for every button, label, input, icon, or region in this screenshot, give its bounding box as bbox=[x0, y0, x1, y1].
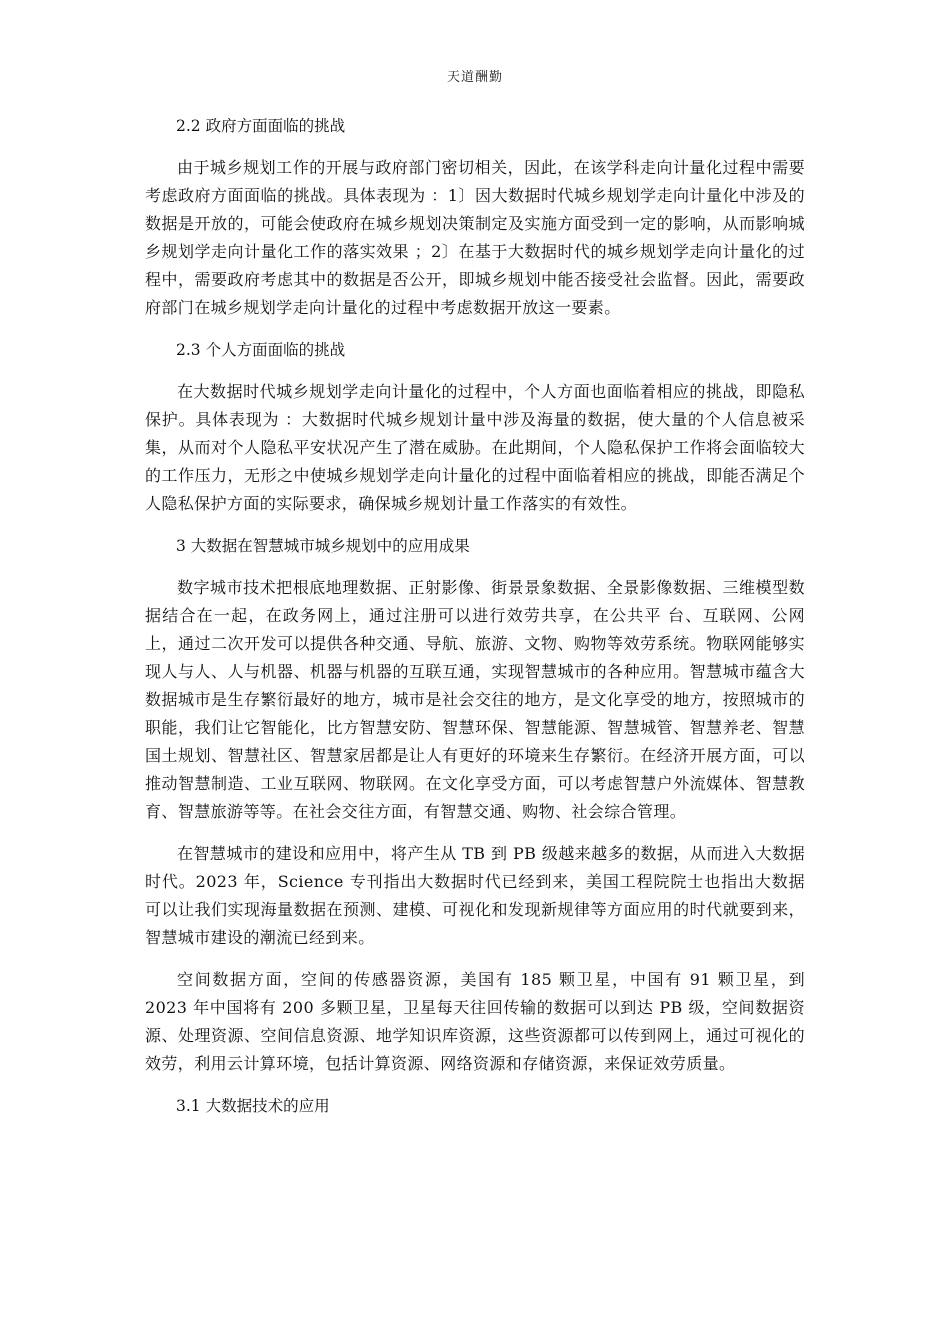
section-heading-2-3: 2.3 个人方面面临的挑战 bbox=[176, 341, 346, 359]
paragraph-digital-city: 数字城市技术把根底地理数据、正射影像、街景景象数据、全景影像数据、三维模型数据结合在一起，在政务网上，通过注册可以进行效劳共享，在公共平 台、互联网、公网上，通过二次开发可以提供各种交通、导航、旅游、文物、购物等效劳系统。物联网能够实现人与人、人与机器、机器与机器的互联互通，实现智慧城市的各种应用。智慧城市蕴含大数据城市是生存繁衍最好的地方，城市是社会交往的地方，是文化享受的地方，按照城市的职能，我们让它智能化，比方智慧安防、智慧环保、智慧能源、智慧城管、智慧养老、智慧国土规划、智慧社区、智慧家居都是让人有更好的环境来生存繁衍。在经济开展方面，可以推动智慧制造、工业互联网、物联网。在文化享受方面，可以考虑智慧户外流媒体、智慧教育、智慧旅游等等。在社会交往方面，有智慧交通、购物、社会综合管理。 bbox=[145, 578, 805, 821]
page-header: 天道酬勤 bbox=[446, 70, 503, 85]
section-heading-3-1: 3.1 大数据技术的应用 bbox=[176, 1097, 330, 1115]
paragraph-big-data-era: 在智慧城市的建设和应用中，将产生从 TB 到 PB 级越来越多的数据，从而进入大数据时代。2023 年，Science 专刊指出大数据时代已经到来，美国工程院院士也指出大数据可以让我们实现海量数据在预测、建模、可视化和发现新规律等方面应用的时代就要到来，智慧城市建设的潮流已经到来。 bbox=[145, 844, 805, 947]
paragraph-individual-challenges: 在大数据时代城乡规划学走向计量化的过程中，个人方面也面临着相应的挑战，即隐私保护。具体表现为 ：大数据时代城乡规划计量中涉及海量的数据，使大量的个人信息被采集，从而对个人隐私平安状况产生了潜在威胁。在此期间，个人隐私保护工作将会面临较大的工作压力，无形之中使城乡规划学走向计量化的过程中面临着相应的挑战，即能否满足个人隐私保护方面的实际要求，确保城乡规划计量工作落实的有效性。 bbox=[145, 382, 805, 513]
paragraph-spatial-data: 空间数据方面，空间的传感器资源，美国有 185 颗卫星，中国有 91 颗卫星，到 2023 年中国将有 200 多颗卫星，卫星每天往回传输的数据可以到达 PB 级，空间数据资源、处理资源、空间信息资源、地学知识库资源，这些资源都可以传到网上，通过可视化的效劳，利用云计算环境，包括计算资源、网络资源和存储资源，来保证效劳质量。 bbox=[145, 970, 805, 1073]
paragraph-government-challenges: 由于城乡规划工作的开展与政府部门密切相关，因此，在该学科走向计量化过程中需要考虑政府方面面临的挑战。具体表现为 ：1〕因大数据时代城乡规划学走向计量化中涉及的数据是开放的，可能会使政府在城乡规划决策制定及实施方面受到一定的影响，从而影响城乡规划学走向计量化工作的落实效果 ；2〕在基于大数据时代的城乡规划学走向计量化的过程中，需要政府考虑其中的数据是否公开，即城乡规划中能否接受社会监督。因此，需要政府部门在城乡规划学走向计量化的过程中考虑数据开放这一要素。 bbox=[145, 158, 805, 317]
section-heading-2-2: 2.2 政府方面面临的挑战 bbox=[176, 117, 346, 135]
document-body bbox=[145, 112, 805, 1134]
section-heading-3: 3 大数据在智慧城市城乡规划中的应用成果 bbox=[176, 537, 470, 555]
